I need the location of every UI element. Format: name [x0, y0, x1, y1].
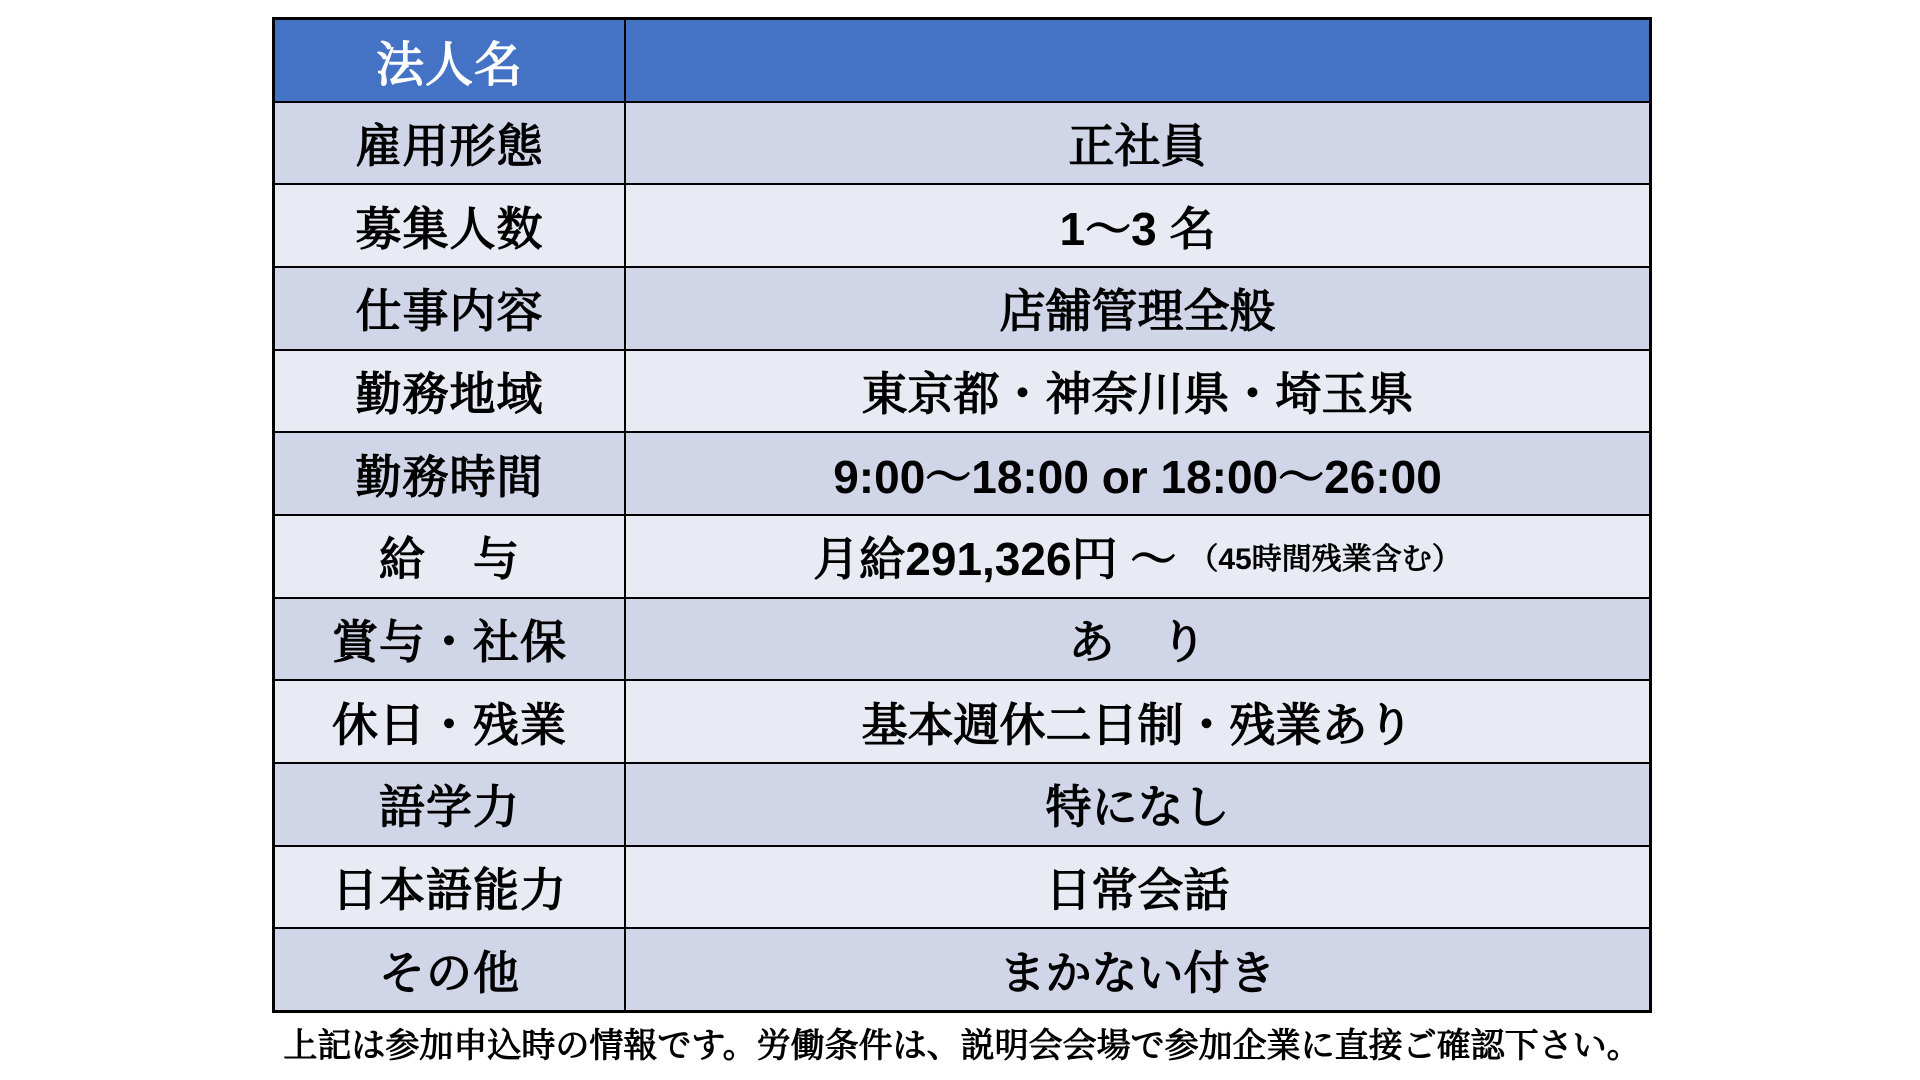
row-other [275, 927, 1649, 1010]
row-work-hours [275, 431, 1649, 514]
row-job-description [275, 266, 1649, 349]
footer-disclaimer: 上記は参加申込時の情報です。労働条件は、説明会会場で参加企業に直接ご確認下さい。 [283, 1027, 1641, 1065]
row-holidays-overtime [275, 679, 1649, 762]
row-value: 東京都・神奈川県・埼玉県 [861, 368, 1414, 421]
row-label: 募集人数 [275, 185, 626, 266]
header-value-corporate-name [626, 20, 1649, 101]
row-label: 日本語能力 [275, 847, 626, 928]
header-label-corporate-name: 法人名 [275, 20, 626, 101]
row-employment-type [275, 101, 1649, 184]
row-work-area [275, 349, 1649, 432]
row-recruit-count [275, 183, 1649, 266]
row-value: 日常会話 [1045, 864, 1230, 917]
table-header-row [275, 20, 1649, 101]
row-value: 正社員 [1068, 120, 1207, 172]
row-value: 9:00～18:00 or 18:00～26:00 [833, 450, 1442, 503]
row-label: 賞与・社保 [275, 599, 626, 680]
row-label: 語学力 [275, 764, 626, 845]
row-label: 雇用形態 [275, 103, 626, 184]
row-value: まかない付き [999, 946, 1276, 999]
row-value: 1～3 名 [1059, 202, 1216, 255]
row-label: 休日・残業 [275, 681, 626, 762]
row-value: 基本週休二日制・残業あり [861, 698, 1414, 751]
row-label: 仕事内容 [275, 268, 626, 349]
row-label: 勤務地域 [275, 351, 626, 432]
row-label: その他 [275, 929, 626, 1010]
row-japanese-ability [275, 845, 1649, 928]
row-value: あ り [1068, 616, 1207, 669]
job-info-table [272, 17, 1652, 1013]
row-label: 勤務時間 [275, 433, 626, 514]
row-bonus-insurance [275, 597, 1649, 680]
row-value [626, 516, 1649, 597]
row-language-skill [275, 762, 1649, 845]
salary-amount: 月給291,326円 ～ [813, 533, 1177, 586]
row-value: 店舗管理全般 [999, 285, 1276, 338]
row-salary [275, 514, 1649, 597]
salary-overtime-note: （45時間残業含む） [1188, 543, 1462, 577]
row-label: 給 与 [275, 516, 626, 597]
row-value: 特になし [1045, 781, 1230, 834]
